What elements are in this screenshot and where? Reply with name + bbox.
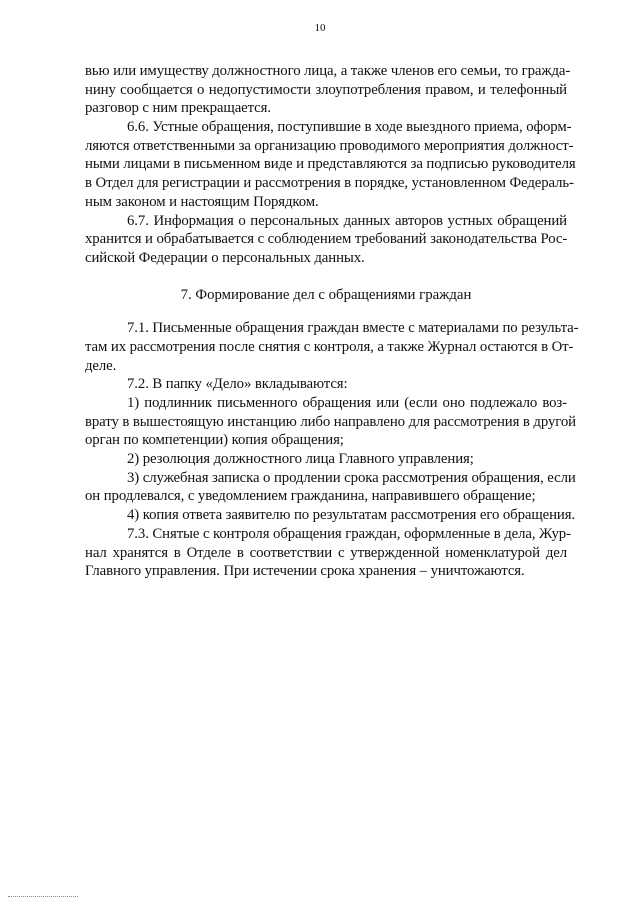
text-line: 6.6. Устные обращения, поступившие в ходе выездного приема, оформ- [127, 119, 572, 136]
text-line: в Отдел для регистрации и рассмотрения в порядке, установленном Федераль- [85, 175, 574, 192]
text-line: 4) копия ответа заявителю по результатам рассмотрения его обращения. [127, 507, 576, 524]
text-line: деле. [85, 357, 117, 374]
text-line: 7.3. Снятые с контроля обращения граждан, оформленные в дела, Жур- [127, 525, 571, 542]
text-line: нал хранятся в Отделе в соответствии с утвержденной номенклатурой дел [85, 544, 567, 561]
text-line: 1) подлинник письменного обращения или (если оно подлежало воз- [127, 395, 567, 412]
text-line: сийской Федерации о персональных данных. [85, 249, 365, 266]
text-line: врату в вышестоящую инстанцию либо направлено для рассмотрения в другой [85, 413, 576, 430]
text-line: он продлевался, с уведомлением гражданина, направившего обращение; [85, 488, 536, 505]
paragraph [85, 506, 576, 525]
document-body [85, 62, 579, 581]
text-line: хранится и обрабатывается с соблюдением требований законодательства Рос- [85, 231, 568, 248]
text-line: 7.2. В папку «Дело» вкладываются: [127, 376, 348, 393]
text-line: 2) резолюция должностного лица Главного управления; [127, 451, 474, 468]
text-line: Главного управления. При истечении срока хранения – уничтожаются. [85, 563, 525, 580]
paragraph [85, 394, 576, 450]
scan-edge-line [8, 896, 78, 897]
text-line: 6.7. Информация о персональных данных авторов устных обращений [127, 212, 567, 229]
paragraph [85, 118, 576, 211]
text-line: 3) служебная записка о продлении срока рассмотрения обращения, если [127, 469, 576, 486]
paragraph [85, 450, 567, 469]
paragraph [85, 525, 571, 581]
paragraph [85, 375, 567, 394]
paragraph [85, 469, 576, 506]
text-line: вью или имуществу должностного лица, а также членов его семьи, то гражда- [85, 63, 571, 79]
text-line: разговор с ним прекращается. [85, 100, 271, 117]
text-line: нину сообщается о недопустимости злоупотребления правом, и телефонный [85, 81, 567, 98]
page-number: 10 [314, 22, 326, 34]
paragraph [85, 62, 571, 118]
text-line: ными лицами в письменном виде и представляются за подписью руководителя [85, 156, 576, 173]
section-heading: 7. Формирование дел с обращениями граждан [180, 286, 472, 303]
text-line: 7.1. Письменные обращения граждан вместе с материалами по результа- [127, 320, 579, 337]
text-line: там их рассмотрения после снятия с контроля, а также Журнал остаются в От- [85, 338, 574, 355]
text-line: орган по компетенции) копия обращения; [85, 432, 344, 449]
paragraph [85, 212, 567, 268]
text-line: ным законом и настоящим Порядком. [85, 193, 319, 210]
paragraph [85, 319, 579, 375]
text-line: ляются ответственными за организацию проводимого мероприятия должност- [85, 137, 574, 154]
